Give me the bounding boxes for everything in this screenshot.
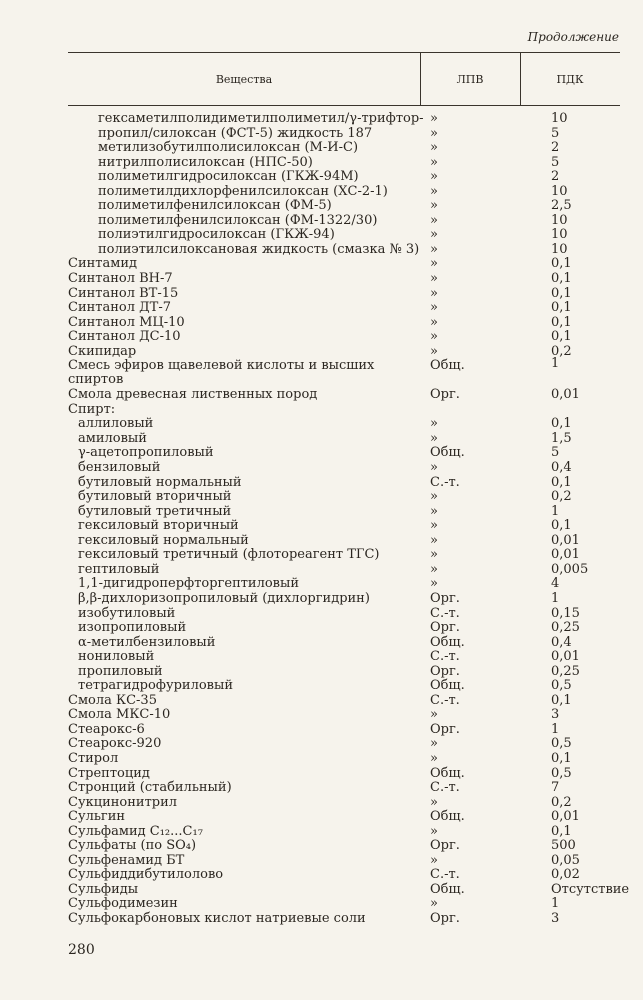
lpv-cell: » [430,736,438,752]
substance-cell: гексиловый нормальный [78,532,249,548]
lpv-cell: Орг. [430,910,460,926]
lpv-cell: Орг. [430,620,460,636]
lpv-cell: » [430,823,438,839]
lpv-cell: » [430,896,438,912]
table-row [68,708,620,723]
pdk-cell: 0,2 [551,794,572,810]
table-row [68,446,620,461]
substance-cell: Сульфокарбоновых кислот натриевые соли [68,910,366,926]
pdk-cell: 7 [551,780,560,796]
substance-cell: полиэтилсилоксановая жидкость (смазка № 3) [98,241,420,257]
pdk-cell: 0,4 [551,634,572,650]
substance-cell: изобутиловый [78,605,176,621]
substance-cell: Смола КС-35 [68,692,157,708]
table-row [68,345,620,360]
substance-cell: полиметилфенилсилоксан (ФМ-5) [98,198,332,214]
substance-cell: гексаметилполидиметилполиметил/γ-трифтор- [98,111,424,126]
substance-cell: нитрилполисилоксан (НПС-50) [98,154,313,170]
substance-cell: пропиловый [78,663,163,679]
table-row [68,607,620,622]
continuation-label: Продолжение [527,30,619,44]
lpv-cell: » [430,198,438,214]
table-row [68,577,620,592]
lpv-cell: Общ. [430,678,465,694]
table-row [68,199,620,214]
table-row [68,839,620,854]
table-row [68,505,620,520]
lpv-cell: Общ. [430,881,465,897]
substance-cell: Скипидар [68,343,137,359]
lpv-cell: » [430,140,438,156]
table-row [68,228,620,243]
substance-cell: γ-ацетопропиловый [78,445,214,461]
substance-cell: полиметилгидросилоксан (ГКЖ-94М) [98,169,359,185]
substance-cell: Сульгин [68,809,126,825]
table-row [68,316,620,331]
pdk-cell: 0,25 [551,663,580,679]
pdk-cell: 0,1 [551,271,572,287]
lpv-cell: С.-т. [430,780,460,796]
table-row [68,403,620,418]
table-row [68,112,620,127]
lpv-cell: » [430,125,438,141]
table-row [68,272,620,287]
pdk-cell: 1,5 [551,430,572,446]
pdk-cell: 10 [551,183,568,199]
pdk-cell: 5 [551,154,560,170]
lpv-cell: » [430,430,438,446]
lpv-cell: » [430,750,438,766]
pdk-cell: 500 [551,838,576,854]
table-row [68,592,620,607]
pdk-cell: 1 [551,896,560,912]
substance-cell: Смола древесная лиственных пород [68,387,318,403]
pdk-cell: 0,1 [551,314,572,330]
lpv-cell: Орг. [430,838,460,854]
table-row [68,417,620,432]
pdk-cell: 0,4 [551,460,572,476]
substance-cell: бутиловый вторичный [78,489,232,505]
lpv-cell: » [430,329,438,345]
pdk-cell: 4 [551,576,560,592]
table-row [68,156,620,171]
pdk-cell: 3 [551,910,560,926]
lpv-cell: Орг. [430,721,460,737]
lpv-cell: » [430,154,438,170]
table-body [68,111,630,927]
lpv-cell: » [430,707,438,723]
lpv-cell: » [430,416,438,432]
pdk-cell: 0,01 [551,649,580,665]
lpv-cell: » [430,212,438,228]
table-row [68,432,620,447]
table-row [68,185,620,200]
table-row [68,548,620,563]
substance-cell: Сульфаты (по SO₄) [68,838,197,854]
table-row [68,650,620,665]
lpv-cell: » [430,183,438,199]
pdk-cell: Отсутствие [551,881,630,897]
pdk-cell: 0,1 [551,300,572,316]
lpv-cell: » [430,314,438,330]
lpv-cell: С.-т. [430,692,460,708]
table-row [68,854,620,869]
substance-cell: Синтанол МЦ-10 [68,314,185,330]
substance-cell: α-метилбензиловый [78,634,216,650]
pdk-cell: 0,15 [551,605,580,621]
table-row [68,243,620,258]
pdk-cell: 0,1 [551,474,572,490]
pdk-cell: 0,1 [551,692,572,708]
pdk-cell: 10 [551,212,568,228]
lpv-cell: Орг. [430,387,460,403]
lpv-cell: С.-т. [430,867,460,883]
table-row [68,356,620,388]
substance-cell: 1,1-дигидроперфторгептиловый [78,576,299,592]
table-row [68,257,620,272]
table-row [68,767,620,782]
table-row [68,621,620,636]
pdk-cell: 0,01 [551,547,580,563]
substance-cell: Сульфиддибутилолово [68,867,224,883]
lpv-cell: » [430,489,438,505]
lpv-cell: » [430,285,438,301]
pdk-cell: 0,1 [551,256,572,272]
pdk-cell: 1 [551,721,560,737]
substance-cell: Стеарокс-920 [68,736,162,752]
lpv-cell: » [430,256,438,272]
lpv-cell: » [430,852,438,868]
substance-cell: Сукцинонитрил [68,794,178,810]
pdk-cell: 0,1 [551,329,572,345]
pdk-cell: 0,01 [551,809,580,825]
pdk-cell: 0,1 [551,285,572,301]
table-row [68,694,620,709]
pdk-cell: 5 [551,125,560,141]
lpv-cell: » [430,794,438,810]
lpv-cell: » [430,227,438,243]
substance-cell: Синтанол ДС-10 [68,329,181,345]
table-row [68,476,620,491]
lpv-cell: Общ. [430,358,465,374]
substance-cell: Сульфиды [68,881,139,897]
table-row [68,897,620,912]
table-row [68,810,620,825]
lpv-cell: » [430,241,438,257]
substance-cell: Стронций (стабильный) [68,780,232,796]
pdk-cell: 0,005 [551,561,589,577]
lpv-cell: » [430,547,438,563]
lpv-cell: Общ. [430,445,465,461]
table-row [68,912,620,927]
table-header [68,52,620,106]
table-row [68,388,620,403]
substance-cell: пропил/силоксан (ФСТ-5) жидкость 187 [98,125,373,141]
substance-cell: бензиловый [78,460,161,476]
table-row [68,519,620,534]
table-row [68,868,620,883]
pdk-cell: 0,1 [551,823,572,839]
lpv-cell: » [430,532,438,548]
pdk-cell: 10 [551,111,568,126]
table-row [68,214,620,229]
pdk-cell: 10 [551,241,568,257]
substance-cell: Стирол [68,750,119,766]
table-row [68,127,620,142]
pdk-cell: 0,1 [551,750,572,766]
substance-cell: тетрагидрофуриловый [78,678,234,694]
substance-cell: Спирт: [68,401,116,417]
pdk-cell: 0,5 [551,678,572,694]
substance-cell: бутиловый третичный [78,503,232,519]
substance-cell: Сульфодимезин [68,896,178,912]
substance-cell: метилизобутилполисилоксан (М-И-С) [98,140,359,156]
substance-cell: полиэтилгидросилоксан (ГКЖ-94) [98,227,335,243]
pdk-cell: 10 [551,227,568,243]
table-row [68,141,620,156]
lpv-cell: » [430,111,438,126]
lpv-cell: Орг. [430,590,460,606]
lpv-cell: » [430,300,438,316]
table-row [68,781,620,796]
lpv-cell: С.-т. [430,474,460,490]
pdk-cell: 3 [551,707,560,723]
pdk-cell: 0,02 [551,867,580,883]
lpv-cell: » [430,518,438,534]
table-row [68,665,620,680]
substance-cell: Синтамид [68,256,137,272]
lpv-cell: » [430,169,438,185]
lpv-cell: » [430,343,438,359]
table-row [68,825,620,840]
lpv-cell: С.-т. [430,605,460,621]
substance-cell: Сульфенамид БТ [68,852,185,868]
lpv-cell: » [430,576,438,592]
substance-cell: Смесь эфиров щавелевой кислоты и высших спиртов [68,358,375,388]
substance-cell: гексиловый вторичный [78,518,239,534]
substance-cell: Стрептоцид [68,765,150,781]
table-row [68,170,620,185]
table-row [68,301,620,316]
lpv-cell: С.-т. [430,649,460,665]
lpv-cell: Общ. [430,809,465,825]
pdk-cell: 1 [551,356,560,372]
pdk-cell: 2,5 [551,198,572,214]
substance-cell: Стеарокс-6 [68,721,145,737]
lpv-cell: » [430,561,438,577]
table-row [68,287,620,302]
substance-cell: Смола МКС-10 [68,707,171,723]
table-row [68,563,620,578]
substance-cell: Синтанол ВТ-15 [68,285,179,301]
pdk-cell: 1 [551,503,560,519]
substance-cell: изопропиловый [78,620,187,636]
lpv-cell: » [430,503,438,519]
pdk-cell: 0,01 [551,532,580,548]
lpv-cell: » [430,460,438,476]
table-row [68,636,620,651]
table-row [68,679,620,694]
pdk-cell: 5 [551,445,560,461]
substance-cell: аллиловый [78,416,154,432]
table-row [68,461,620,476]
substance-cell: бутиловый нормальный [78,474,242,490]
pdk-cell: 0,25 [551,620,580,636]
pdk-cell: 0,1 [551,416,572,432]
lpv-cell: Общ. [430,634,465,650]
substance-cell: гептиловый [78,561,160,577]
table-row [68,723,620,738]
substance-cell: нониловый [78,649,155,665]
pdk-cell: 0,2 [551,489,572,505]
substance-cell: амиловый [78,430,147,446]
header-pdk: ПДК [556,72,584,86]
pdk-cell: 0,5 [551,736,572,752]
table-row [68,796,620,811]
table-row [68,330,620,345]
pdk-cell: 2 [551,140,560,156]
header-substance: Вещества [68,53,421,105]
pdk-cell: 0,05 [551,852,580,868]
lpv-cell: Общ. [430,765,465,781]
substance-cell: Синтанол ВН-7 [68,271,173,287]
substance-cell: полиметилдихлорфенилсилоксан (ХС-2-1) [98,183,388,199]
pdk-cell: 0,1 [551,518,572,534]
substance-cell: Сульфамид C₁₂...C₁₇ [68,823,203,839]
table-row [68,752,620,767]
pdk-cell: 0,2 [551,343,572,359]
page-number: 280 [68,942,95,958]
table-row [68,534,620,549]
substance-cell: гексиловый третичный (флотореагент ТГС) [78,547,380,563]
table-row [68,737,620,752]
lpv-cell: Орг. [430,663,460,679]
table-row [68,881,630,898]
table-row [68,490,620,505]
pdk-cell: 2 [551,169,560,185]
substance-cell: Синтанол ДТ-7 [68,300,172,316]
substance-cell: β,β-дихлоризопропиловый (дихлоргидрин) [78,590,370,606]
substance-cell: полиметилфенилсилоксан (ФМ-1322/30) [98,212,378,228]
pdk-cell: 0,01 [551,387,580,403]
header-lpv: ЛПВ [420,53,521,105]
pdk-cell: 0,5 [551,765,572,781]
pdk-cell: 1 [551,590,560,606]
lpv-cell: » [430,271,438,287]
